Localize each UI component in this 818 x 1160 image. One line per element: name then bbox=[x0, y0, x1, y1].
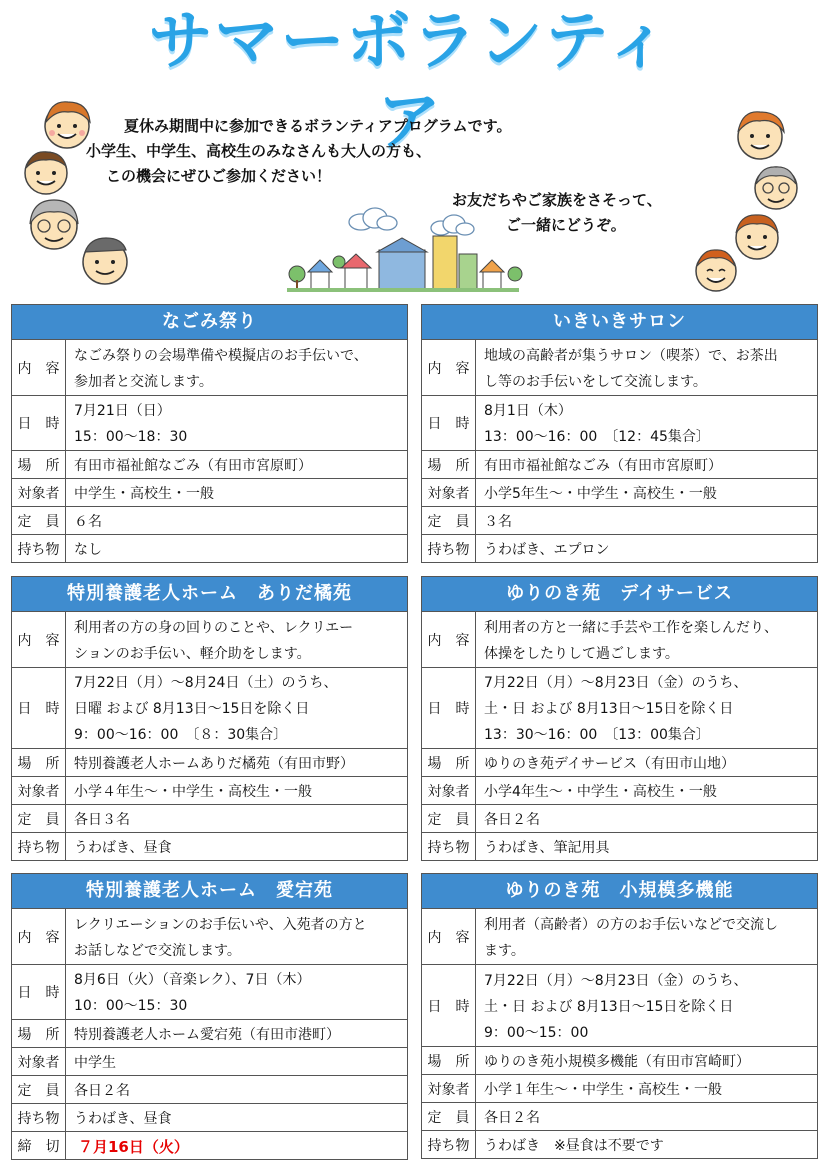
value-line: 8月6日（火）（音楽レク）、7日（木） bbox=[74, 972, 311, 988]
program-card-arida-kitsuen bbox=[11, 576, 408, 861]
row-content bbox=[12, 909, 407, 965]
row-place bbox=[12, 451, 407, 479]
row-datetime bbox=[12, 396, 407, 451]
row-capacity bbox=[12, 507, 407, 535]
card-title: ゆりのき苑 デイサービス bbox=[422, 577, 817, 612]
row-label: 持ち物 bbox=[12, 1104, 66, 1131]
row-target bbox=[422, 1075, 817, 1103]
row-content bbox=[422, 909, 817, 965]
row-value: 特別養護老人ホーム愛宕苑（有田市港町） bbox=[74, 1026, 340, 1043]
row-value: 小学４年生～・中学生・高校生・一般 bbox=[74, 783, 312, 800]
value-line: ます。 bbox=[484, 942, 525, 959]
row-bring bbox=[12, 1104, 407, 1132]
program-card-yurinoki-small-multifunction bbox=[421, 873, 818, 1159]
row-place bbox=[12, 749, 407, 777]
row-label: 持ち物 bbox=[422, 833, 476, 860]
row-datetime bbox=[12, 668, 407, 749]
row-capacity bbox=[422, 507, 817, 535]
row-bring bbox=[422, 833, 817, 860]
row-value: うわばき、筆記用具 bbox=[484, 839, 610, 856]
row-datetime bbox=[422, 668, 817, 749]
row-content bbox=[422, 340, 817, 396]
card-title: 特別養護老人ホーム ありだ橘苑 bbox=[12, 577, 407, 612]
row-label: 場 所 bbox=[12, 1020, 66, 1047]
value-line: 利用者（高齢者）の方のお手伝いなどで交流し bbox=[484, 916, 778, 933]
value-line: 参加者と交流します。 bbox=[74, 373, 213, 390]
row-target bbox=[12, 479, 407, 507]
value-line: 9：00～15：00 bbox=[484, 1024, 589, 1041]
program-card-atago-en bbox=[11, 873, 408, 1160]
row-label: 内 容 bbox=[12, 909, 66, 964]
row-place bbox=[12, 1020, 407, 1048]
row-value bbox=[66, 396, 407, 450]
row-value: 小学１年生～・中学生・高校生・一般 bbox=[484, 1081, 722, 1098]
value-line: 7月22日（月）～8月24日（土）のうち、 bbox=[74, 675, 338, 691]
value-line: レクリエーションのお手伝いや、入苑者の方と bbox=[74, 916, 367, 933]
row-value: うわばき、エプロン bbox=[484, 541, 610, 558]
row-label: 定 員 bbox=[12, 507, 66, 534]
page-title: サマーボランティア bbox=[148, 5, 672, 159]
row-value: ゆりのき苑デイサービス（有田市山地） bbox=[484, 755, 736, 772]
row-value: 小学4年生～・中学生・高校生・一般 bbox=[484, 783, 717, 800]
row-target bbox=[12, 1048, 407, 1076]
row-capacity bbox=[12, 1076, 407, 1104]
row-place bbox=[422, 749, 817, 777]
row-label: 日 時 bbox=[12, 965, 66, 1019]
intro-line: お友だちやご家族をさそって、 bbox=[452, 191, 662, 209]
value-line: 7月22日（月）～8月23日（金）のうち、 bbox=[484, 675, 748, 691]
program-card-nagomi-festival bbox=[11, 304, 408, 563]
row-label: 場 所 bbox=[12, 451, 66, 478]
value-line: し等のお手伝いをして交流します。 bbox=[484, 373, 707, 390]
row-label: 日 時 bbox=[12, 668, 66, 748]
value-line: 土・日 および 8月13日～15日を除く日 bbox=[484, 998, 734, 1015]
row-value: 各日３名 bbox=[74, 811, 130, 828]
town-illustration bbox=[283, 200, 523, 300]
value-line: 利用者の方と一緒に手芸や工作を楽しんだり、 bbox=[484, 619, 778, 636]
row-datetime bbox=[422, 965, 817, 1047]
value-line: 8月1日（木） bbox=[484, 403, 572, 419]
row-value: 有田市福祉館なごみ（有田市宮原町） bbox=[484, 457, 722, 474]
row-value: ６名 bbox=[74, 513, 102, 530]
value-line: 13：30～16：00 〔13：00集合〕 bbox=[484, 727, 710, 743]
girl-face-icon bbox=[38, 96, 96, 150]
value-line: 15：00～18：30 bbox=[74, 429, 188, 445]
row-label: 内 容 bbox=[12, 340, 66, 395]
value-line: 7月22日（月）～8月23日（金）のうち、 bbox=[484, 972, 748, 989]
row-value bbox=[66, 1132, 407, 1159]
row-label: 持ち物 bbox=[12, 535, 66, 562]
row-deadline bbox=[12, 1132, 407, 1159]
row-value: 中学生・高校生・一般 bbox=[74, 485, 214, 502]
intro-line: 夏休み期間中に参加できるボランティアプログラムです。 bbox=[124, 117, 512, 135]
row-value: うわばき、昼食 bbox=[74, 839, 172, 856]
row-capacity bbox=[422, 805, 817, 833]
row-value bbox=[476, 965, 817, 1046]
row-label: 内 容 bbox=[422, 612, 476, 667]
row-label: 日 時 bbox=[422, 396, 476, 450]
row-value: 各日２名 bbox=[74, 1082, 130, 1099]
row-datetime bbox=[12, 965, 407, 1020]
row-label: 内 容 bbox=[12, 612, 66, 667]
row-value: うわばき ※昼食は不要です bbox=[484, 1137, 664, 1154]
row-label: 持ち物 bbox=[422, 1131, 476, 1158]
row-value: 特別養護老人ホームありだ橘苑（有田市野） bbox=[74, 755, 354, 772]
row-label: 日 時 bbox=[422, 965, 476, 1046]
row-target bbox=[422, 479, 817, 507]
card-title: いきいきサロン bbox=[422, 305, 817, 340]
card-title: ゆりのき苑 小規模多機能 bbox=[422, 874, 817, 909]
row-label: 日 時 bbox=[12, 396, 66, 450]
row-value: うわばき、昼食 bbox=[74, 1110, 172, 1127]
row-datetime bbox=[422, 396, 817, 451]
row-value bbox=[476, 340, 817, 395]
grandpa-face-icon bbox=[76, 232, 134, 286]
value-line: 日曜 および 8月13日～15日を除く日 bbox=[74, 701, 310, 717]
row-bring bbox=[12, 833, 407, 860]
row-label: 対象者 bbox=[12, 1048, 66, 1075]
row-label: 定 員 bbox=[422, 1103, 476, 1130]
value-line: 13：00～16：00 〔12：45集合〕 bbox=[484, 429, 710, 445]
row-label: 対象者 bbox=[422, 479, 476, 506]
row-bring bbox=[422, 535, 817, 562]
row-value bbox=[66, 965, 407, 1019]
intro-line: 小学生、中学生、高校生のみなさんも大人の方も、 bbox=[86, 142, 432, 160]
intro-line: この機会にぜひご参加ください！ bbox=[106, 167, 332, 185]
row-label: 対象者 bbox=[422, 1075, 476, 1102]
row-value bbox=[476, 668, 817, 748]
row-value bbox=[66, 340, 407, 395]
row-label: 対象者 bbox=[12, 777, 66, 804]
row-content bbox=[422, 612, 817, 668]
value-line: 土・日 および 8月13日～15日を除く日 bbox=[484, 701, 734, 717]
row-value: ３名 bbox=[484, 513, 512, 530]
row-label: 定 員 bbox=[422, 805, 476, 832]
row-value: 有田市福祉館なごみ（有田市宮原町） bbox=[74, 457, 312, 474]
row-label: 対象者 bbox=[422, 777, 476, 804]
row-value: 各日２名 bbox=[484, 811, 540, 828]
value-line: なごみ祭りの会場準備や模擬店のお手伝いで、 bbox=[74, 347, 368, 364]
row-label: 場 所 bbox=[422, 749, 476, 776]
value-line: 利用者の方の身の回りのことや、レクリエー bbox=[74, 619, 354, 636]
row-content bbox=[12, 612, 407, 668]
row-value: なし bbox=[74, 541, 102, 558]
value-line: 9：00～16：00 〔８：30集合〕 bbox=[74, 727, 288, 743]
row-place bbox=[422, 451, 817, 479]
row-value: 中学生 bbox=[74, 1054, 116, 1071]
row-capacity bbox=[12, 805, 407, 833]
value-line: 地域の高齢者が集うサロン（喫茶）で、お茶出 bbox=[484, 347, 778, 364]
row-value: 小学5年生～・中学生・高校生・一般 bbox=[484, 485, 717, 502]
row-label: 持ち物 bbox=[12, 833, 66, 860]
girl-face-icon bbox=[730, 106, 790, 162]
card-title: なごみ祭り bbox=[12, 305, 407, 340]
row-label: 日 時 bbox=[422, 668, 476, 748]
row-label: 内 容 bbox=[422, 340, 476, 395]
row-label: 定 員 bbox=[12, 805, 66, 832]
row-label: 場 所 bbox=[422, 1047, 476, 1074]
row-value: ゆりのき苑小規模多機能（有田市宮崎町） bbox=[484, 1053, 750, 1070]
row-target bbox=[422, 777, 817, 805]
row-label: 持ち物 bbox=[422, 535, 476, 562]
row-value bbox=[66, 668, 407, 748]
row-content bbox=[12, 340, 407, 396]
boy-face-icon bbox=[18, 146, 74, 196]
value-line: 体操をしたりして過ごします。 bbox=[484, 645, 679, 662]
row-place bbox=[422, 1047, 817, 1075]
row-label: 対象者 bbox=[12, 479, 66, 506]
row-label: 内 容 bbox=[422, 909, 476, 964]
deadline-date: ７月16日（火） bbox=[78, 1137, 189, 1156]
program-card-ikiiki-salon bbox=[421, 304, 818, 563]
card-title: 特別養護老人ホーム 愛宕苑 bbox=[12, 874, 407, 909]
intro-line: ご一緒にどうぞ。 bbox=[506, 216, 626, 234]
row-value bbox=[66, 909, 407, 964]
value-line: お話しなどで交流します。 bbox=[74, 942, 241, 959]
row-label: 定 員 bbox=[422, 507, 476, 534]
value-line: 7月21日（日） bbox=[74, 403, 171, 419]
boy-face-icon bbox=[688, 244, 744, 294]
program-card-yurinoki-day-service bbox=[421, 576, 818, 861]
row-bring bbox=[12, 535, 407, 562]
row-value bbox=[476, 396, 817, 450]
grandpa-face-icon bbox=[748, 160, 804, 212]
row-value bbox=[66, 612, 407, 667]
row-label: 定 員 bbox=[12, 1076, 66, 1103]
value-line: ションのお手伝い、軽介助をします。 bbox=[74, 645, 311, 662]
row-target bbox=[12, 777, 407, 805]
row-label: 場 所 bbox=[422, 451, 476, 478]
intro-text bbox=[86, 114, 566, 189]
row-value: 各日２名 bbox=[484, 1109, 540, 1126]
value-line: 10：00～15：30 bbox=[74, 998, 188, 1014]
row-value bbox=[476, 909, 817, 964]
row-value bbox=[476, 612, 817, 667]
row-label: 場 所 bbox=[12, 749, 66, 776]
row-label: 締 切 bbox=[12, 1132, 66, 1159]
row-capacity bbox=[422, 1103, 817, 1131]
